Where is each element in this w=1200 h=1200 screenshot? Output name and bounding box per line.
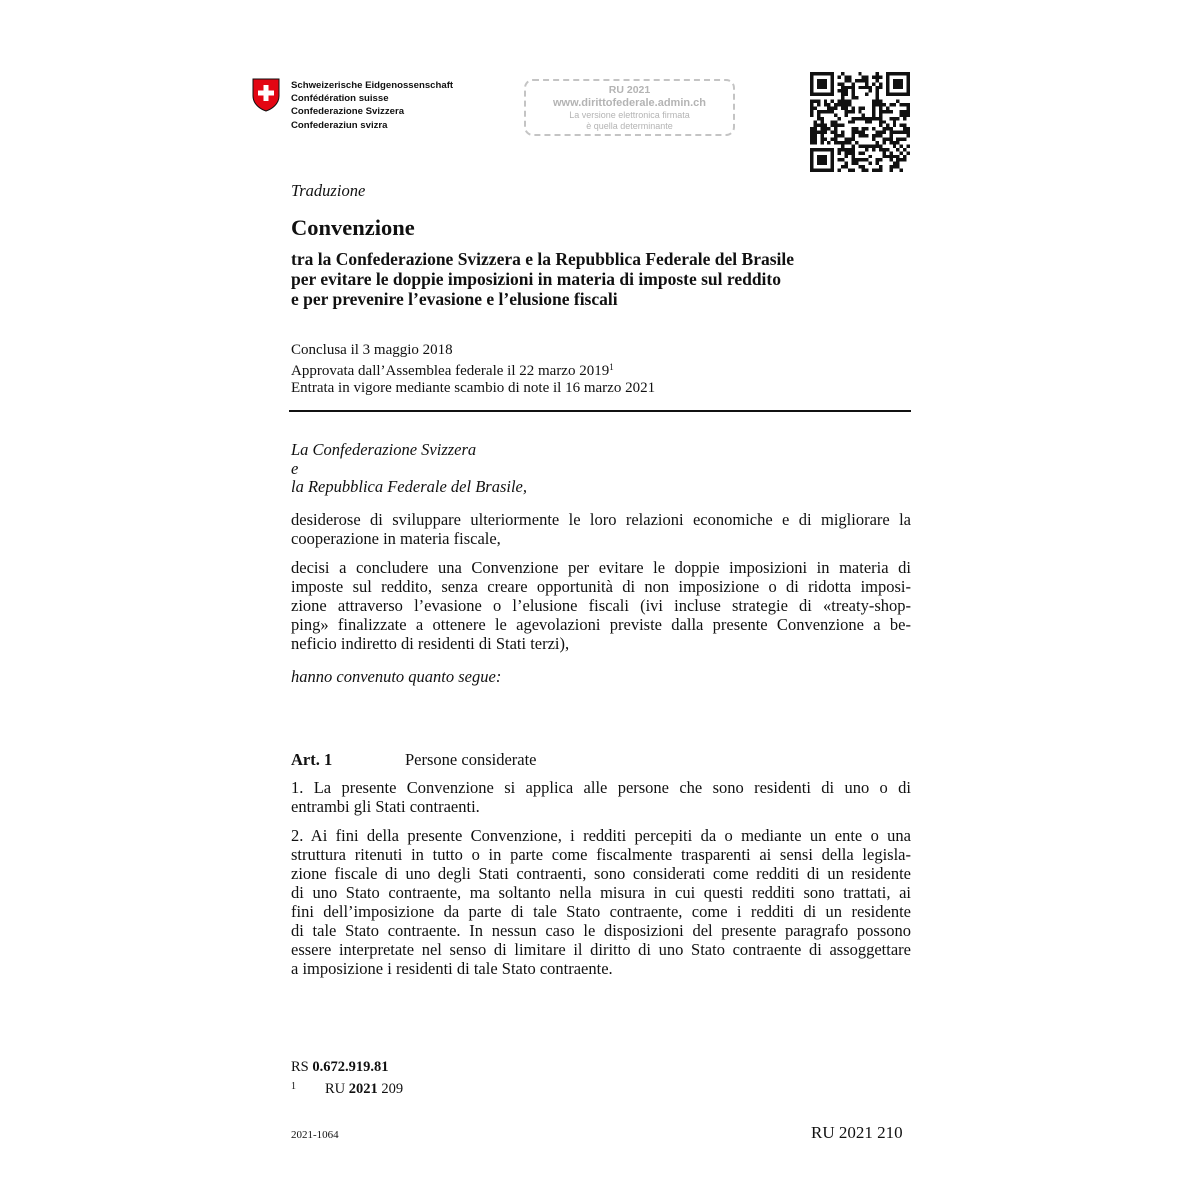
text-line: essere interpretate nel senso di limitare il diritto di uno Stato contraente di assoggettare (291, 940, 911, 959)
preamble-paragraph-desiderose (291, 510, 911, 548)
date-concluded: Conclusa il 3 maggio 2018 (291, 342, 453, 358)
article-number: Art. 1 (291, 750, 333, 769)
swiss-coat-of-arms-icon (252, 78, 280, 112)
qr-code-icon (810, 72, 910, 172)
subtitle-line: per evitare le doppie imposizioni in materia di imposte sul reddito (291, 269, 781, 289)
rs-reference (291, 1058, 403, 1077)
text-line: struttura ritenuti in tutto o in parte come fiscalmente trasparenti ai sensi della legisla- (291, 845, 911, 864)
footnotes (291, 1058, 403, 1099)
contracting-parties (291, 441, 527, 497)
footnote-ru-year: 2021 (348, 1081, 378, 1097)
federal-administration-names (291, 79, 453, 132)
text-line: imposte sul reddito, senza creare opportunità di non imposizione o di ridotta imposi- (291, 577, 911, 596)
date-approved-line (291, 359, 655, 380)
text-line: di uno Stato contraente, ma soltanto nella misura in cui questi redditi sono trattati, ai (291, 883, 911, 902)
document-id: 2021-1064 (291, 1129, 339, 1141)
text-line: cooperazione in materia fiscale, (291, 529, 501, 548)
article-paragraph-1 (291, 778, 911, 816)
page-reference: RU 2021 210 (811, 1123, 903, 1142)
translation-label: Traduzione (291, 181, 366, 200)
text-line: ping» finalizzate a ottenere le agevolazioni previste dalla presente Convenzione a be- (291, 615, 911, 634)
party-conjunction: e (291, 458, 299, 478)
document-title: Convenzione (291, 215, 415, 240)
party-switzerland: La Confederazione Svizzera (291, 440, 477, 459)
rs-number: 0.672.919.81 (312, 1059, 389, 1075)
text-line: fini dell’imposizione da parte di tale Stato contraente, come i redditi di un residente (291, 902, 911, 921)
text-line: a imposizione i residenti di tale Stato contraente. (291, 959, 613, 978)
federal-name-de: Schweizerische Eidgenossenschaft (291, 80, 454, 91)
text-line: zione fiscale di uno degli Stati contraenti, sono considerati come redditi di un residente (291, 864, 911, 883)
text-line: neficio indiretto di residenti di Stati terzi), (291, 634, 570, 653)
document-subtitle (291, 249, 794, 309)
federal-name-rm: Confederaziun svizra (291, 119, 388, 131)
header-divider (289, 410, 911, 412)
official-publication-stamp (524, 79, 735, 136)
federal-name-fr: Confédération suisse (291, 93, 389, 105)
text-line: desiderose di sviluppare ulteriormente le loro relazioni economiche e di migliorare la (291, 510, 911, 529)
subtitle-line: e per prevenire l’evasione e l’elusione fiscali (291, 289, 618, 309)
text-line: zione attraverso l’evasione o l’elusione fiscali (ivi incluse strategie di «treaty-shop- (291, 596, 911, 615)
date-approved: Approvata dall’Assemblea federale il 22 marzo 2019 (291, 363, 610, 379)
stamp-note-line1: La versione elettronica firmata (569, 110, 690, 120)
document-dates (291, 342, 655, 397)
text-line: decisi a concludere una Convenzione per evitare le doppie imposizioni in materia di (291, 558, 911, 577)
subtitle-line: tra la Confederazione Svizzera e la Repubblica Federale del Brasile (291, 249, 795, 269)
stamp-website: www.dirittofederale.admin.ch (552, 97, 706, 109)
footnote-1 (291, 1077, 403, 1099)
article-title: Persone considerate (405, 750, 537, 769)
rs-prefix: RS (291, 1059, 309, 1075)
text-line: 1. La presente Convenzione si applica alle persone che sono residenti di uno o di (291, 778, 911, 797)
preamble-paragraph-decisi (291, 558, 911, 653)
stamp-note-line2: è quella determinante (586, 121, 673, 131)
text-line: 2. Ai fini della presente Convenzione, i redditi percepiti da o mediante un ente o una (291, 826, 911, 845)
article-paragraph-2 (291, 826, 911, 978)
footnote-ru-page: 209 (381, 1081, 404, 1097)
stamp-ru-year: RU 2021 (608, 84, 651, 96)
text-line: entrambi gli Stati contraenti. (291, 797, 480, 816)
footnote-ref: 1 (609, 362, 614, 372)
footnote-ru-prefix: RU (325, 1081, 346, 1097)
text-line: di tale Stato contraente. In nessun caso le disposizioni del presente paragrafo possono (291, 921, 911, 940)
footnote-mark: 1 (291, 1081, 296, 1092)
preamble-agreed: hanno convenuto quanto segue: (291, 667, 502, 686)
party-brazil: la Repubblica Federale del Brasile, (291, 477, 527, 496)
date-entry: Entrata in vigore mediante scambio di note il 16 marzo 2021 (291, 380, 656, 396)
federal-name-it: Confederazione Svizzera (291, 106, 405, 118)
